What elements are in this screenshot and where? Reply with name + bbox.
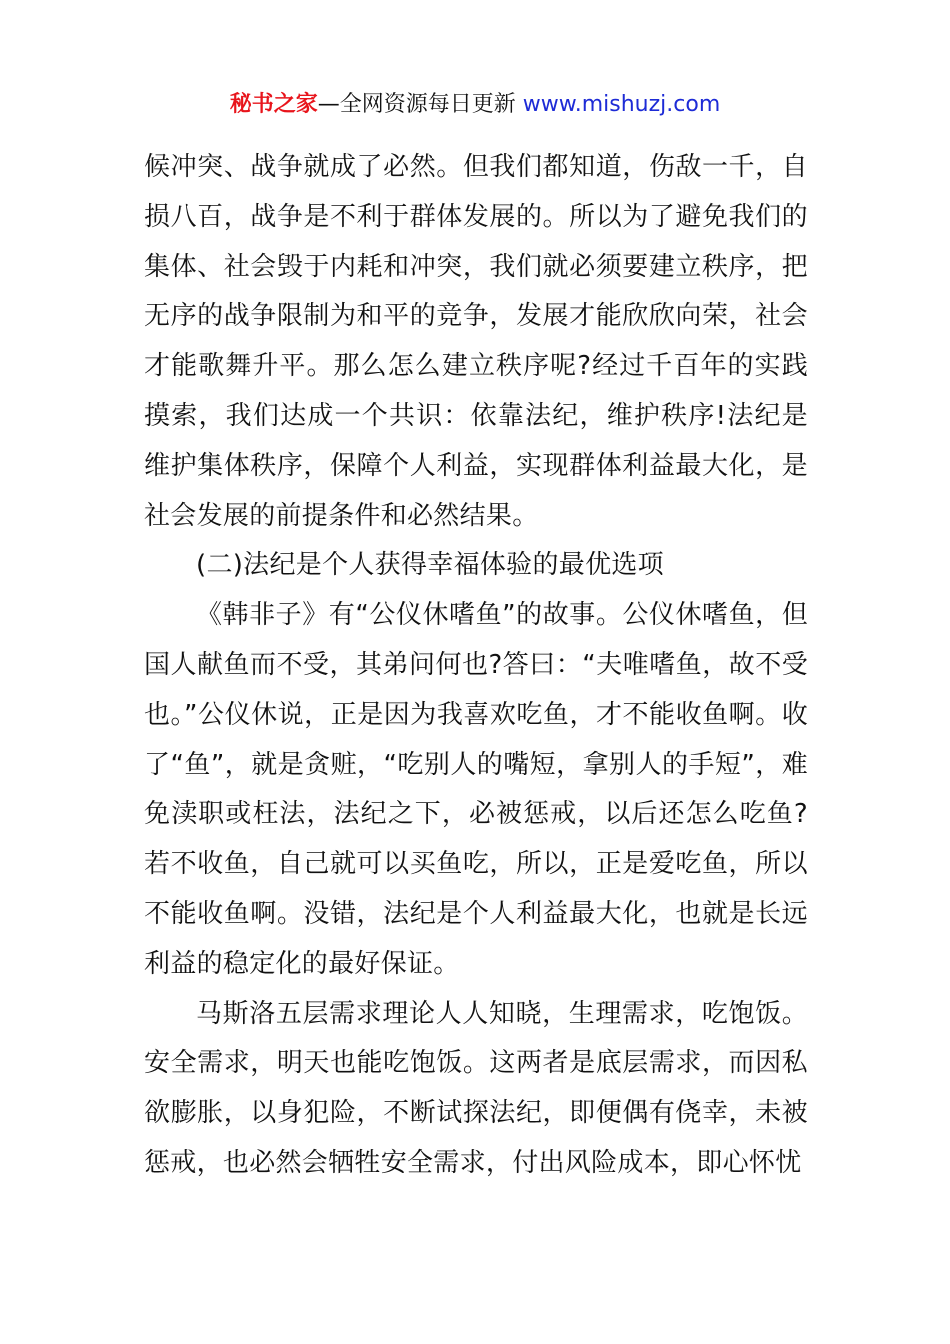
page-header: [0, 88, 950, 122]
paragraph-continued: 候冲突、战争就成了必然。但我们都知道，伤敌一千，自损八百，战争是不利于群体发展的。所以为了避免我们的集体、社会毁于内耗和冲突，我们就必须要建立秩序，把无序的战争限制为和平的竞争，发展才能欣欣向荣，社会才能歌舞升平。那么怎么建立秩序呢?经过千百年的实践摸索，我们达成一个共识：依靠法纪，维护秩序!法纪是维护集体秩序，保障个人利益，实现群体利益最大化，是社会发展的前提条件和必然结果。: [144, 152, 808, 531]
website-link[interactable]: www.mishuzj.com: [522, 92, 721, 117]
paragraph-han-feizi: 《韩非子》有“公仪休嗜鱼”的故事。公仪休嗜鱼，但国人献鱼而不受，其弟问何也?答曰：“夫唯嗜鱼，故不受也。”公仪休说，正是因为我喜欢吃鱼，才不能收鱼啊。收了“鱼”，就是贪赃，“吃别人的嘴短，拿别人的手短”，难免渎职或枉法，法纪之下，必被惩戒，以后还怎么吃鱼?若不收鱼，自己就可以买鱼吃，所以，正是爱吃鱼，所以不能收鱼啊。没错，法纪是个人利益最大化，也就是长远利益的稳定化的最好保证。: [144, 600, 808, 979]
document-body: [144, 143, 808, 1189]
brand-name: 秘书之家: [229, 92, 318, 117]
paragraph-maslow: 马斯洛五层需求理论人人知晓，生理需求，吃饱饭。安全需求，明天也能吃饱饭。这两者是底层需求，而因私欲膨胀，以身犯险，不断试探法纪，即便偶有侥幸，未被惩戒，也必然会牺牲安全需求，付出风险成本，即心怀忧: [144, 998, 808, 1178]
section-heading: (二)法纪是个人获得幸福体验的最优选项: [196, 550, 664, 581]
header-tagline: —全网资源每日更新: [317, 92, 523, 117]
